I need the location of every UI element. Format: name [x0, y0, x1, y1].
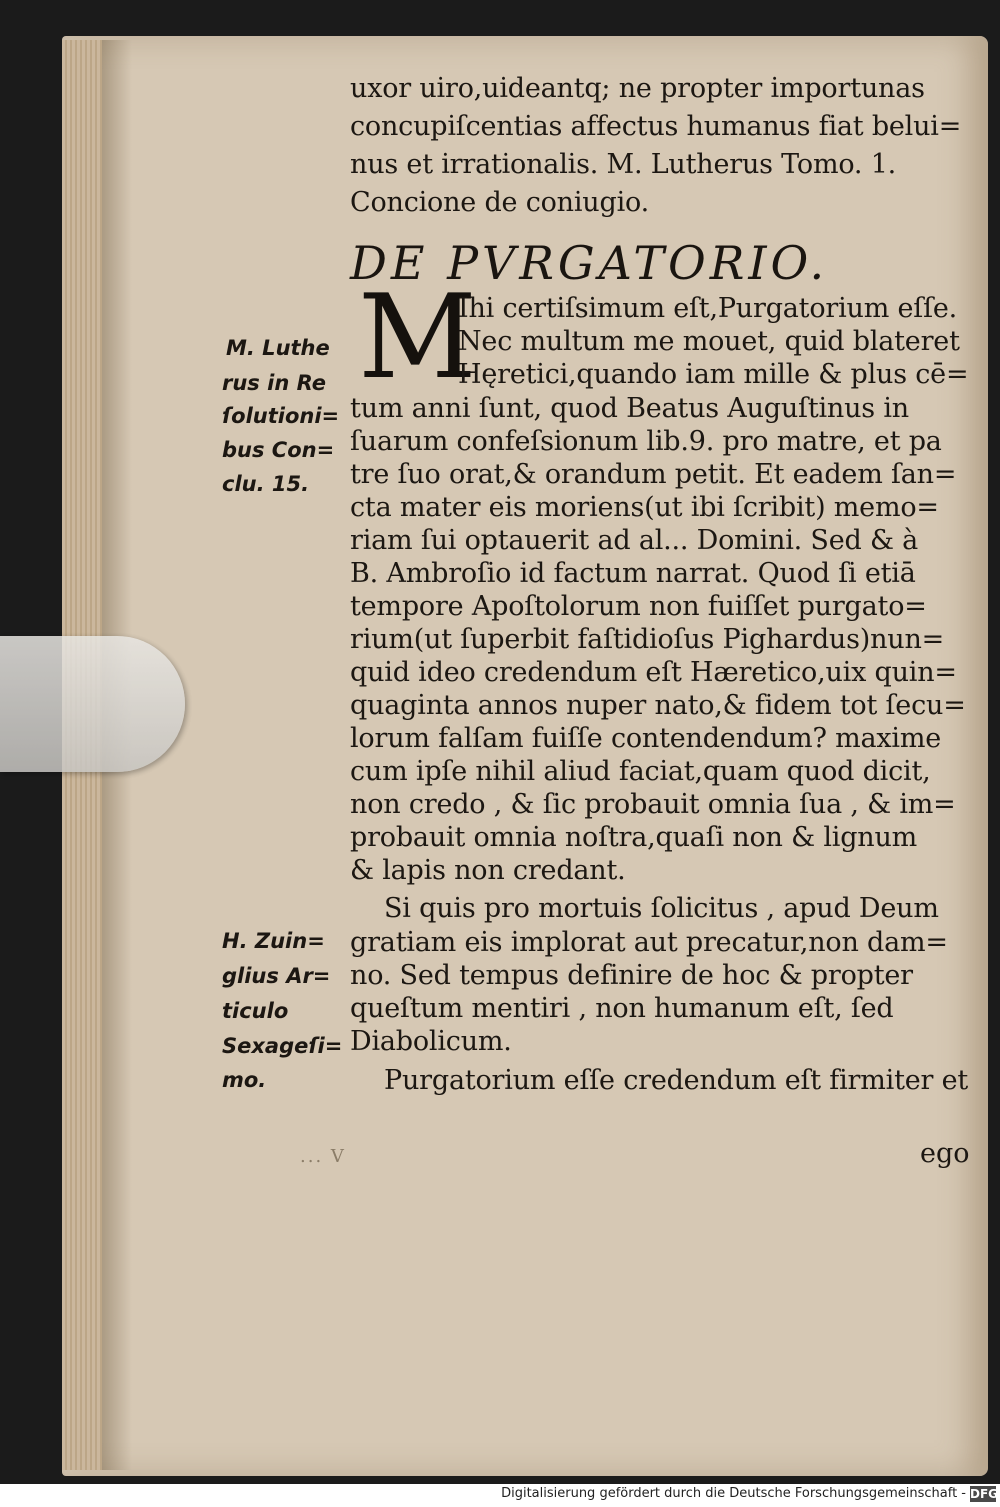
- signature-mark: ... V: [300, 1146, 346, 1167]
- text-line: Ihi certiſsimum eſt,Purgatorium eſſe.: [458, 293, 958, 324]
- margin-note-line: mo.: [222, 1068, 267, 1092]
- text-line: gratiam eis implorat aut precatur,non dam=: [350, 927, 948, 958]
- text-line: probauit omnia noſtra,quaſi non & lignum: [350, 822, 918, 853]
- margin-note-line: ticulo: [222, 999, 289, 1023]
- text-line: lorum falſam fuiſſe contendendum? maxime: [350, 723, 942, 754]
- text-line: rium(ut ſuperbit faſtidioſus Pighardus)nun=: [350, 624, 945, 655]
- section-heading: DE PVRGATORIO.: [350, 236, 829, 290]
- text-line: Purgatorium eſſe credendum eſt firmiter et: [384, 1065, 969, 1096]
- text-line: no. Sed tempus definire de hoc & propter: [350, 960, 913, 991]
- margin-note-line: bus Con=: [222, 438, 335, 462]
- text-line: B. Ambroſio id factum narrat. Quod ſi etiā: [350, 558, 916, 589]
- margin-note-line: clu. 15.: [222, 472, 310, 496]
- text-line: cta mater eis moriens(ut ibi ſcribit) memo=: [350, 492, 939, 523]
- text-line: & lapis non credant.: [350, 855, 626, 886]
- text-line: quid ideo credendum eſt Hæretico,uix quin=: [350, 657, 957, 688]
- text-line: ſuarum confeſsionum lib.9. pro matre, et pa: [350, 426, 942, 457]
- text-line: queſtum mentiri , non humanum eſt, ſed: [350, 993, 894, 1024]
- text-line: nus et irrationalis. M. Lutherus Tomo. 1.: [350, 149, 897, 180]
- text-line: cum ipſe nihil aliud faciat,quam quod dicit,: [350, 756, 931, 787]
- text-line: riam ſui optauerit ad al... Domini. Sed & à: [350, 525, 919, 556]
- footer-credit: Digitalisierung gefördert durch die Deutsche Forschungsgemeinschaft -: [501, 1486, 966, 1501]
- text-line: concupiſcentias affectus humanus fiat belui=: [350, 111, 962, 142]
- text-line: Nec multum me mouet, quid blateret: [458, 326, 960, 357]
- dfg-logo: DFG: [970, 1487, 999, 1501]
- margin-note-line: M. Luthe: [226, 336, 330, 360]
- margin-note-line: glius Ar=: [222, 964, 331, 988]
- text-line: uxor uiro,uideantq; ne propter importunas: [350, 73, 925, 104]
- text-line: Hęretici,quando iam mille & plus cē=: [458, 359, 969, 390]
- text-line: quaginta annos nuper nato,& fidem tot ſecu=: [350, 690, 966, 721]
- margin-note-line: ſolutioni=: [222, 404, 340, 428]
- text-line: tum anni ſunt, quod Beatus Auguſtinus in: [350, 393, 909, 424]
- text-line: non credo , & ſic probauit omnia ſua , & im=: [350, 789, 956, 820]
- margin-note-line: Sexageſi=: [222, 1034, 343, 1058]
- margin-note-line: rus in Re: [222, 371, 326, 395]
- text-line: tre ſuo orat,& orandum petit. Et eadem ſan=: [350, 459, 957, 490]
- text-line: Concione de coniugio.: [350, 187, 649, 218]
- drop-capital: M: [358, 270, 477, 405]
- text-line: Diabolicum.: [350, 1026, 512, 1057]
- margin-note-line: H. Zuin=: [222, 929, 325, 953]
- catchword: ego: [920, 1138, 970, 1169]
- text-line: Si quis pro mortuis ſolicitus , apud Deum: [384, 893, 939, 924]
- bookmark-tab: [0, 636, 185, 772]
- text-line: tempore Apoſtolorum non fuiſſet purgato=: [350, 591, 927, 622]
